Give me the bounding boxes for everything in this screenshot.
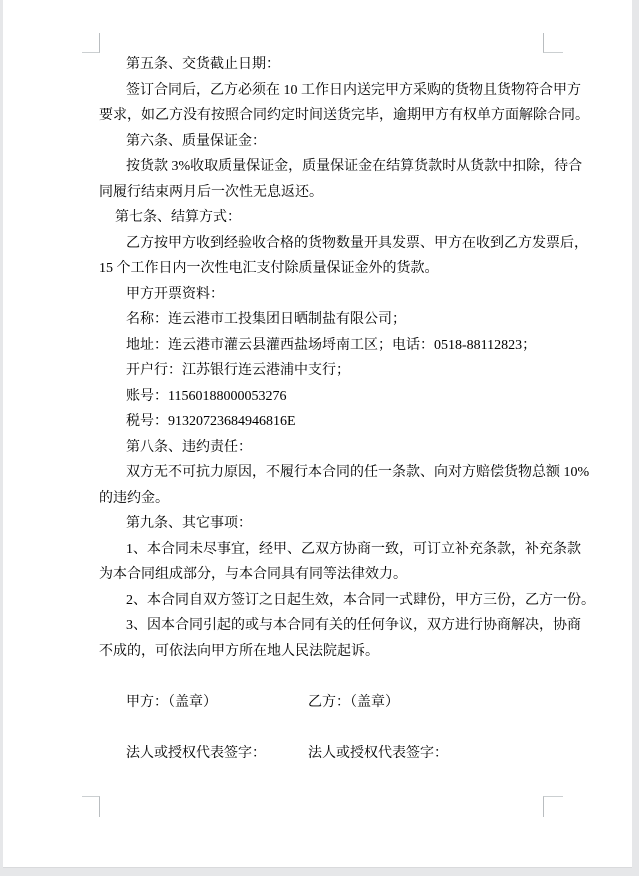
document-page	[3, 0, 632, 868]
clause-6-line-2: 同履行结束两月后一次性无息返还。	[99, 184, 323, 200]
clause-6-line-1: 按货款 3%收取质量保证金，质量保证金在结算货款时从货款中扣除，待合	[126, 159, 583, 174]
contract-body	[99, 52, 595, 766]
invoice-info-heading: 甲方开票资料：	[126, 286, 224, 302]
invoice-address-line: 地址：连云港市灌云县灌西盐场埒南工区；电话：0518-88112823；	[126, 337, 537, 353]
signature-row	[99, 741, 564, 767]
clause-8-line-1: 双方无不可抗力原因，不履行本合同的任一条款、向对方赔偿货物总额 10%	[126, 465, 590, 480]
clause-5-line-1: 签订合同后，乙方必须在 10 工作日内送完甲方采购的货物且货物符合甲方	[126, 82, 581, 98]
clause-7-line-1: 乙方按甲方收到经验收合格的货物数量开具发票、甲方在收到乙方发票后，	[126, 235, 588, 251]
party-a-signature-label: 法人或授权代表签字：	[126, 745, 266, 761]
invoice-account-line: 账号：11560188000053276	[126, 388, 287, 404]
clause-9-heading: 第九条、其它事项：	[126, 516, 252, 531]
clause-7-line-2: 15 个工作日内一次性电汇支付除质量保证金外的货款。	[99, 261, 439, 276]
blank-line	[99, 664, 564, 690]
invoice-taxid-line: 税号：91320723684946816E	[126, 414, 296, 429]
clause-6-heading: 第六条、质量保证金：	[126, 133, 266, 149]
blank-line	[99, 715, 564, 741]
clause-9-item-1-line-1: 1、本合同未尽事宜，经甲、乙双方协商一致，可订立补充条款，补充条款	[126, 541, 581, 557]
clause-9-item-3-line-2: 不成的，可依法向甲方所在地人民法院起诉。	[99, 643, 379, 659]
clause-7-heading: 第七条、结算方式：	[115, 210, 241, 225]
invoice-bank-line: 开户行：江苏银行连云港浦中支行；	[126, 363, 350, 378]
invoice-name-line: 名称：连云港市工投集团日晒制盐有限公司；	[126, 312, 406, 327]
party-b-seal-label: 乙方：（盖章）	[308, 694, 399, 710]
clause-5-heading: 第五条、交货截止日期：	[126, 57, 280, 72]
party-b-signature-label: 法人或授权代表签字：	[308, 745, 448, 761]
margin-mark-bottom-left-icon	[82, 796, 100, 817]
clause-9-item-2: 2、本合同自双方签订之日起生效，本合同一式肆份，甲方三份，乙方一份。	[126, 592, 595, 608]
clause-8-heading: 第八条、违约责任：	[126, 439, 252, 455]
seal-row	[99, 690, 564, 716]
clause-9-item-3-line-1: 3、因本合同引起的或与本合同有关的任何争议，双方进行协商解决，协商	[126, 618, 581, 633]
margin-mark-bottom-right-icon	[543, 796, 563, 817]
clause-5-line-2: 要求，如乙方没有按照合同约定时间送货完毕，逾期甲方有权单方面解除合同。	[99, 108, 589, 123]
clause-9-item-1-line-2: 为本合同组成部分，与本合同具有同等法律效力。	[99, 567, 407, 582]
party-a-seal-label: 甲方：（盖章）	[126, 694, 217, 710]
clause-8-line-2: 的违约金。	[99, 490, 169, 506]
margin-mark-top-left-icon	[82, 33, 100, 53]
margin-mark-top-right-icon	[543, 33, 563, 53]
